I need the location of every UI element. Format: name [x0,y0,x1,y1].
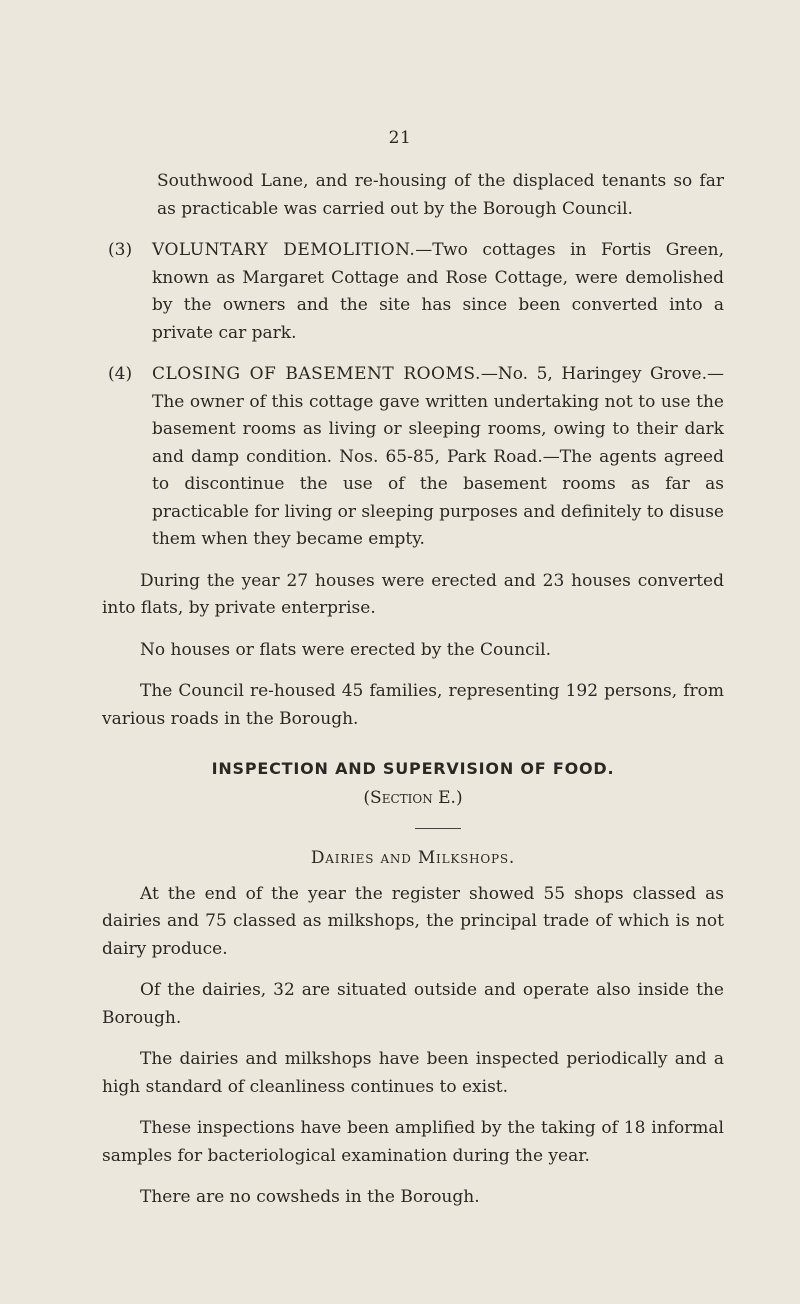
item-number: (4) [108,364,133,384]
item-heading: VOLUNTARY DEMOLITION. [152,240,416,260]
paragraph-council-houses: No houses or flats were erected by the Council. [140,639,551,660]
paragraph-inspected: The dairies and milkshops have been inspected periodically and a high standard of cleanliness continues to exist. [102,1049,724,1097]
paragraph-register: At the end of the year the register showed 55 shops classed as dairies and 75 classed as milkshops, the principal trade of which is not dairy produce. [102,883,724,959]
dairies-heading: Dairies and Milkshops. [310,848,516,868]
section-subheading: (Section E.) [363,787,463,808]
paragraph-dairies-outside: Of the dairies, 32 are situated outside and operate also inside the Borough. [102,980,724,1028]
item-heading: CLOSING OF BASEMENT ROOMS. [152,364,481,384]
paragraph-cowsheds: There are no cowsheds in the Borough. [140,1187,480,1207]
continuation-paragraph: Southwood Lane, and re-housing of the displaced tenants so far as practicable was carried out by the Borough Council. [157,171,724,219]
item-closing-basement-rooms [52,361,724,554]
paragraph-houses-erected: During the year 27 houses were erected and 23 houses converted into flats, by private enterprise. [102,570,724,618]
paragraph-samples: These inspections have been amplified by the taking of 18 informal samples for bacteriological examination during the year. [102,1118,724,1166]
item-number: (3) [108,240,133,260]
divider-rule [415,828,461,829]
page-content [52,168,724,1226]
page-number: 21 [388,128,412,148]
item-voluntary-demolition [52,237,724,347]
item-text: —Two cottages in Fortis Green, known as Margaret Cottage and Rose Cottage, were demolished by the owners and the site has since been converted into a private car park. [152,240,724,343]
paragraph-rehoused-families: The Council re-housed 45 families, representing 192 persons, from various roads in the Borough. [102,681,724,729]
item-text: —No. 5, Haringey Grove.—The owner of this cottage gave written undertaking not to use the basement rooms as living or sleeping rooms, owing to their dark and damp condition. Nos. 65-85, Park Road.—The agents agreed to discontinue the use of the basement rooms as far as practicable for living or sleeping purposes and definitely to disuse them when they became empty. [152,364,724,549]
section-heading: INSPECTION AND SUPERVISION OF FOOD. [211,759,615,778]
